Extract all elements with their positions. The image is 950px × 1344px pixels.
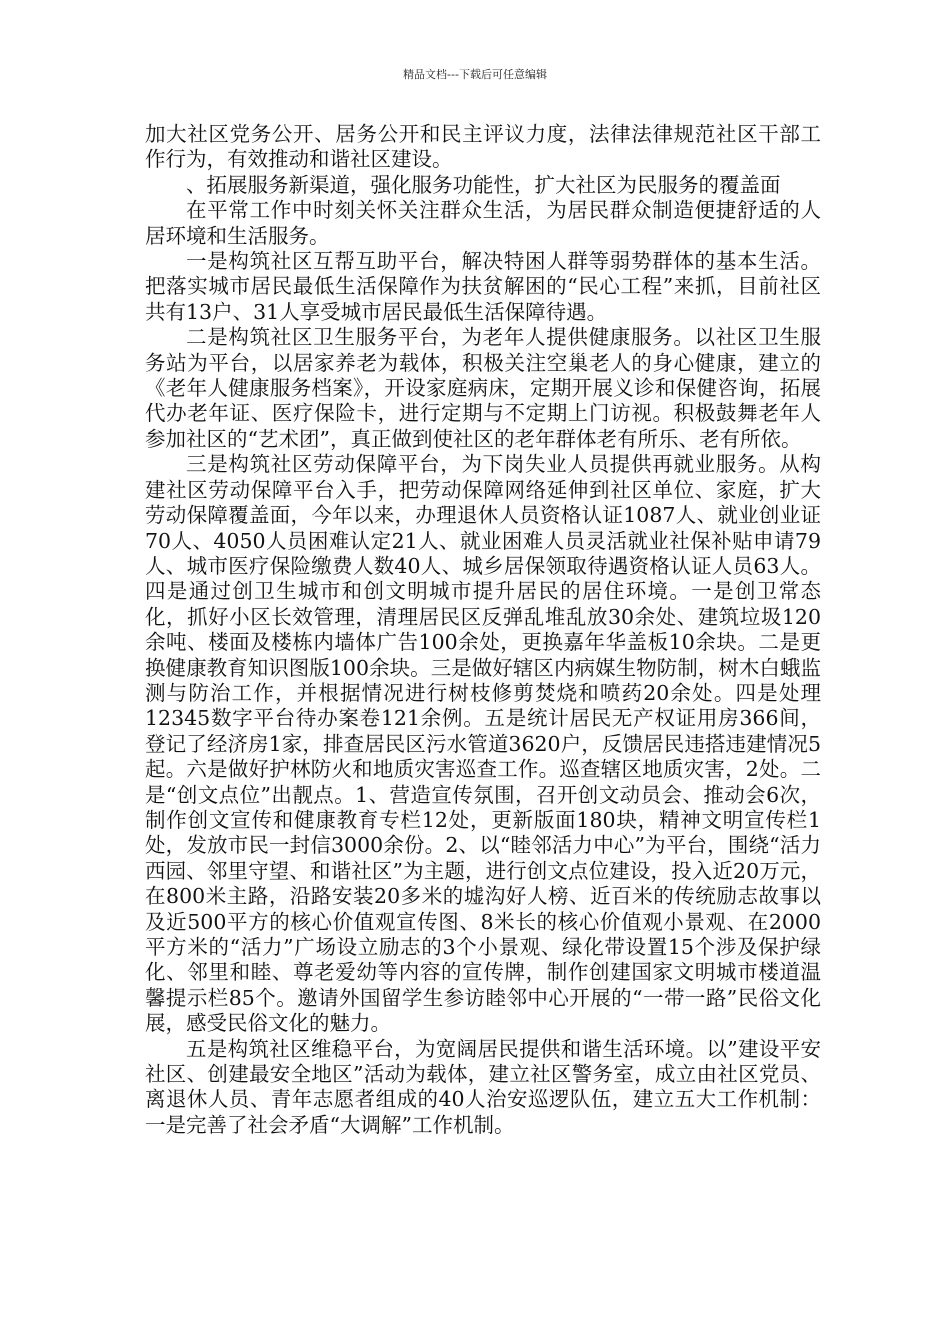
paragraph-6: 三是构筑社区劳动保障平台，为下岗失业人员提供再就业服务。从构建社区劳动保障平台入手，把劳动保障网络延伸到社区单位、家庭，扩大劳动保障覆盖面，今年以来，办理退休人员资格认证1087人、就业创业证70人、4050人员困难认定21人、就业困难人员灵活就业社保补贴申请79人、城市医疗保险缴费人数40人、城乡居保领取待遇资格认证人员63人。四是通过创卫生城市和创文明城市提升居民的居住环境。一是创卫常态化，抓好小区长效管理，清理居民区反弹乱堆乱放30余处、建筑垃圾120余吨、楼面及楼栋内墙体广告100余处，更换嘉年华盖板10余块。二是更换健康教育知识图版100余块。三是做好辖区内病媒生物防制，树木白蛾监测与防治工作，并根据情况进行树枝修剪焚烧和喷药20余处。四是处理12345数字平台待办案卷121余例。五是统计居民无产权证用房366间，登记了经济房1家，排查居民区污水管道3620户，反馈居民违搭违建情况5起。六是做好护林防火和地质灾害巡查工作。巡查辖区地质灾害，2处。二是“创文点位”出靓点。1、营造宣传氛围，召开创文动员会、推动会6次，制作创文宣传和健康教育专栏12处，更新版面180块，精神文明宣传栏1处，发放市民一封信3000余份。2、以“睦邻活力中心”为平台，围绕“活力西园、邻里守望、和谐社区”为主题，进行创文点位建设，投入近20万元，在800米主路，沿路安装20多米的墟沟好人榜、近百米的传统励志故事以及近500平方的核心价值观宣传图、8米长的核心价值观小景观、在2000平方米的“活力”广场设立励志的3个小景观、绿化带设置15个涉及保护绿化、邻里和睦、尊老爱幼等内容的宣传牌，制作创建国家文明城市楼道温馨提示栏85个。邀请外国留学生参访睦邻中心开展的“一带一路”民俗文化展，感受民俗文化的魅力。 xyxy=(145,452,821,1036)
paragraph-7: 五是构筑社区维稳平台，为宽阔居民提供和谐生活环境。以”建设平安社区、创建最安全地区”活动为载体，建立社区警务室，成立由社区党员、离退休人员、青年志愿者组成的40人治安巡逻队伍，建立五大工作机制：一是完善了社会矛盾“大调解”工作机制。 xyxy=(145,1036,821,1137)
paragraph-5: 二是构筑社区卫生服务平台，为老年人提供健康服务。以社区卫生服务站为平台，以居家养老为载体，积极关注空巢老人的身心健康，建立的《老年人健康服务档案》，开设家庭病床，定期开展义诊和保健咨询，拓展代办老年证、医疗保险卡，进行定期与不定期上门访视。积极鼓舞老年人参加社区的“艺术团”，真正做到使社区的老年群体老有所乐、老有所依。 xyxy=(145,325,821,451)
paragraph-4: 一是构筑社区互帮互助平台，解决特困人群等弱势群体的基本生活。把落实城市居民最低生活保障作为扶贫解困的“民心工程”来抓，目前社区共有13户、31人享受城市居民最低生活保障待遇。 xyxy=(145,249,821,324)
paragraph-1: 加大社区党务公开、居务公开和民主评议力度，法律法律规范社区干部工作行为，有效推动和谐社区建设。 xyxy=(145,122,821,172)
paragraph-2: 、拓展服务新渠道，强化服务功能性，扩大社区为民服务的覆盖面 xyxy=(186,172,781,197)
paragraph-3: 在平常工作中时刻关怀关注群众生活，为居民群众制造便捷舒适的人居环境和生活服务。 xyxy=(145,198,821,248)
page-header: 精品文档---下载后可任意编辑 xyxy=(403,68,547,81)
document-body xyxy=(145,122,821,1138)
